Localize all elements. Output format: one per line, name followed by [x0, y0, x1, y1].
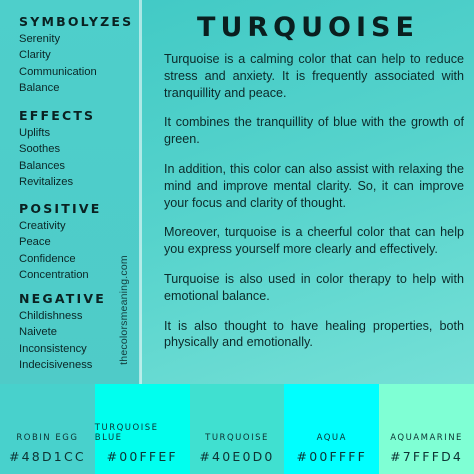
section-title: SYMBOLYZES	[19, 14, 134, 29]
section-symbolyzes	[19, 14, 133, 96]
section-item: Naivete	[19, 326, 57, 339]
section-item: Revitalizes	[19, 175, 74, 188]
section-item: Balance	[19, 81, 60, 94]
section-item: Confidence	[19, 252, 76, 265]
swatch-name: TURQUOISE	[205, 433, 269, 443]
swatch-aquamarine	[379, 384, 474, 474]
section-item: Peace	[19, 236, 51, 249]
swatch-robin-egg	[0, 384, 95, 474]
section-item: Childishness	[19, 310, 83, 322]
page-title: TURQUOISE	[197, 12, 419, 43]
section-item: Inconsistency	[19, 342, 87, 355]
swatch-hex: #40E0D0	[199, 449, 275, 464]
color-swatches	[0, 384, 474, 474]
section-item: Communication	[19, 65, 97, 78]
section-item: Concentration	[19, 268, 89, 281]
section-item: Clarity	[19, 49, 51, 62]
swatch-hex: #48D1CC	[8, 449, 86, 464]
swatch-hex: #00FFEF	[106, 449, 178, 464]
section-item: Creativity	[19, 220, 66, 232]
swatch-name: TURQUOISE BLUE	[94, 423, 159, 443]
swatch-aqua	[284, 384, 379, 474]
swatch-name: AQUA	[316, 433, 347, 443]
section-item: Indecisiveness	[19, 358, 93, 371]
section-item: Soothes	[19, 143, 61, 156]
sidebar-divider	[139, 0, 142, 384]
section-item: Uplifts	[19, 127, 51, 139]
section-title: POSITIVE	[19, 201, 102, 216]
section-item: Serenity	[19, 33, 61, 45]
description	[164, 51, 464, 364]
swatch-name: AQUAMARINE	[390, 433, 463, 443]
section-item: Balances	[19, 159, 66, 172]
paragraph: It combines the tranquillity of blue with the growth of green.	[164, 115, 464, 147]
paragraph: Turquoise is also used in color therapy to help with emotional balance.	[164, 271, 464, 303]
swatch-turquoise-blue	[95, 384, 190, 474]
paragraph: Moreover, turquoise is a cheerful color that can help you express yourself more clearly and effectively.	[164, 225, 464, 257]
main-content	[150, 0, 466, 384]
paragraph: It is also thought to have healing properties, both physically and emotionally.	[164, 318, 464, 350]
swatch-hex: #00FFFF	[296, 449, 368, 464]
swatch-turquoise	[190, 384, 285, 474]
section-title: EFFECTS	[19, 108, 96, 123]
section-negative	[19, 291, 106, 373]
swatch-hex: #7FFFD4	[390, 449, 464, 464]
section-title: NEGATIVE	[19, 291, 106, 306]
paragraph: In addition, this color can also assist with relaxing the mind and improve mental clarity. So, it can improve your focus and clarity of thought.	[164, 161, 464, 210]
section-effects	[19, 108, 95, 190]
paragraph: Turquoise is a calming color that can help to reduce stress and anxiety. It is frequently associated with tranquillity and peace.	[164, 52, 464, 100]
swatch-name: ROBIN EGG	[16, 433, 79, 443]
section-positive	[19, 201, 101, 283]
watermark: thecolorsmeaning.com	[118, 255, 130, 365]
